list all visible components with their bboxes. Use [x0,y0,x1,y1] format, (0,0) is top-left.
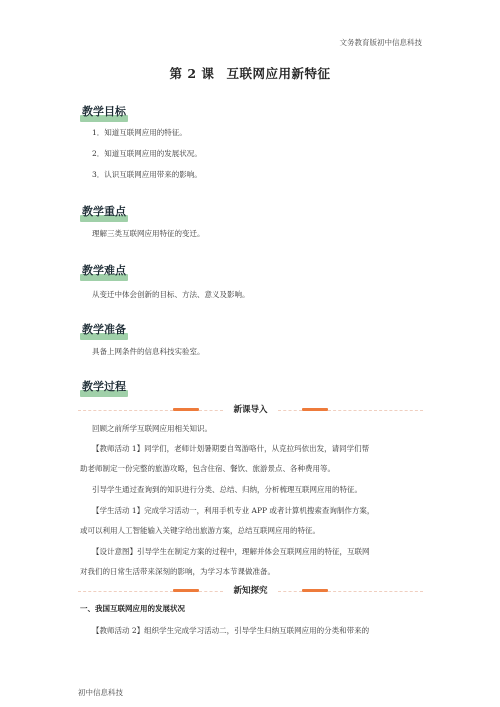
explore-line: 【教师活动 2】组织学生完成学习活动二，引导学生归纳互联网应用的分类和带来的 [92,626,370,635]
key-points-text: 理解三类互联网应用特征的变迁。 [92,229,205,238]
intro-line: 助老师制定一份完整的旅游攻略，包含住宿、餐饮、旅游景点、各种费用等。 [80,464,335,473]
section-heading-key-points: 教学重点 [80,203,128,221]
goal-item: 2．知道互联网应用的发展状况。 [92,149,202,158]
divider-label: 新知探究 [233,586,268,596]
lesson-name: 互联网应用新特征 [226,66,331,81]
goal-item: 1．知道互联网应用的特征。 [92,128,187,137]
intro-line: 或可以利用人工智能输入关键字给出旅游方案，总结互联网应用的特征。 [80,526,320,535]
section-heading-process: 教学过程 [80,378,128,396]
intro-line: 【学生活动 1】完成学习活动一，利用手机专业 APP 或者计算机搜索查询制作方案， [92,506,375,515]
footer-subject: 初中信息科技 [78,688,123,697]
lesson-title [0,64,500,82]
divider-intro [78,405,423,415]
difficulties-text: 从变迁中体会创新的目标、方法、意义及影响。 [92,290,250,299]
divider-label: 新课导入 [233,405,268,415]
intro-line: 回顾之前所学互联网应用相关知识。 [92,424,212,433]
preparation-text: 具备上网条件的信息科技实验室。 [92,347,205,356]
intro-line: 【教师活动 1】同学们，老师计划暑期要自驾游咯什，从克拉玛依出发，请同学们帮 [92,444,370,453]
goal-item: 3．认识互联网应用带来的影响。 [92,170,202,179]
intro-line: 对我们的日常生活带来深刻的影响，为学习本节课做准备。 [80,567,275,576]
section-heading-goals: 教学目标 [80,103,128,121]
section-heading-preparation: 教学准备 [80,321,128,339]
explore-subheading: 一、我国互联网应用的发展状况 [80,604,185,613]
header-publisher: 文务教育版初中信息科技 [339,38,422,47]
section-heading-difficulties: 教学难点 [80,262,128,280]
lesson-number: 第 2 课 [169,66,215,81]
divider-explore [78,586,423,596]
intro-line: 引导学生通过查询到的知识进行分类、总结、归纳，分析梳理互联网应用的特征。 [92,485,362,494]
intro-line: 【设计意图】引导学生在制定方案的过程中，理解并体会互联网应用的特征，互联网 [92,547,370,556]
